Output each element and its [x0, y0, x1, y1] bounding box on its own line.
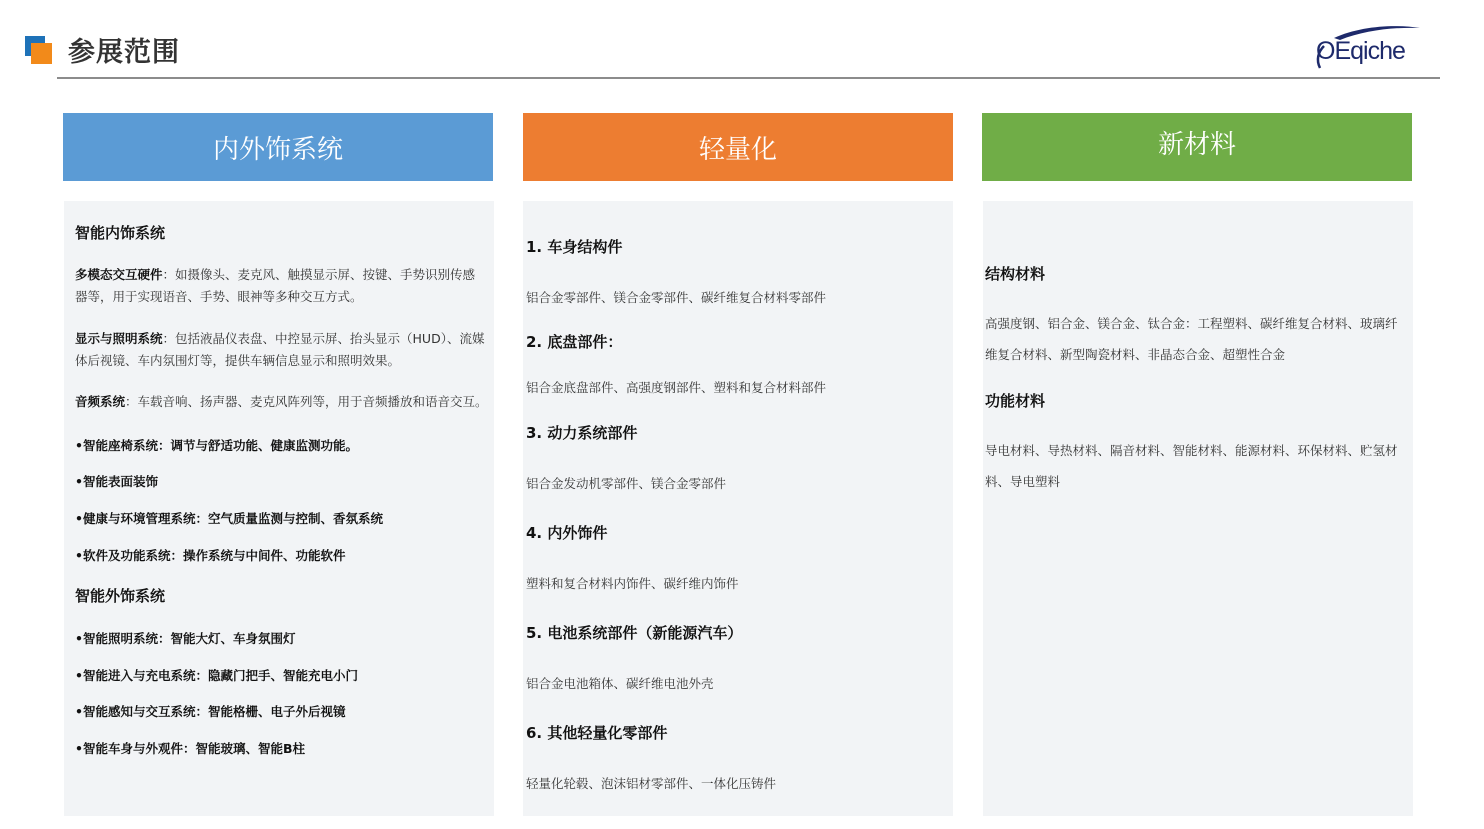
item-label: 音频系统 — [75, 394, 126, 409]
bullet-separator: ： — [170, 548, 184, 563]
lightweight-item-title: 1. 车身结构件 — [526, 238, 623, 256]
bullet-text: 调节与舒适功能、健康监测功能。 — [170, 438, 359, 453]
bullet-separator: ： — [195, 668, 209, 683]
bullet-separator: ： — [183, 741, 196, 756]
exterior-bullet-lighting — [75, 629, 296, 647]
page-title: 参展范围 — [68, 37, 180, 68]
bullet-label: •软件及功能系统 — [75, 548, 171, 563]
bullet-label: •智能车身与外观件 — [75, 741, 183, 756]
lightweight-item-title: 3. 动力系统部件 — [526, 424, 638, 442]
bullet-label: •健康与环境管理系统 — [75, 511, 196, 526]
column-header-new-materials: 新材料 — [982, 113, 1412, 181]
bullet-text: 隐藏门把手、智能充电小门 — [208, 668, 359, 683]
lightweight-item-text: 铝合金电池箱体、碳纤维电池外壳 — [526, 676, 714, 691]
interior-item-multimodal — [75, 264, 485, 308]
lightweight-item-text: 铝合金发动机零部件、镁合金零部件 — [526, 476, 727, 491]
interior-bullet-health-environment — [75, 509, 383, 527]
section-title-smart-exterior: 智能外饰系统 — [75, 587, 166, 605]
bullet-separator: ： — [195, 704, 209, 719]
title-marker-icon — [25, 36, 53, 64]
bullet-separator: ： — [158, 631, 171, 646]
item-label: 显示与照明系统 — [75, 331, 163, 346]
logo-text: OEqiche — [1316, 37, 1405, 65]
title-marker-orange-square — [31, 43, 52, 64]
item-text: 车载音响、扬声器、麦克风阵列等，用于音频播放和语音交互。 — [137, 394, 488, 409]
section-title-functional-materials: 功能材料 — [985, 392, 1046, 410]
column-body-lightweight — [523, 201, 953, 816]
lightweight-item-text: 塑料和复合材料内饰件、碳纤维内饰件 — [526, 576, 739, 591]
lightweight-item-text: 轻量化轮毂、泡沫铝材零部件、一体化压铸件 — [526, 776, 777, 791]
bullet-label: •智能表面装饰 — [75, 474, 158, 489]
lightweight-item-title: 6. 其他轻量化零部件 — [526, 724, 668, 742]
oeqiche-logo — [1310, 24, 1422, 74]
interior-bullet-smart-surface — [75, 472, 158, 490]
bullet-separator: ： — [158, 438, 171, 453]
lightweight-item-title: 5. 电池系统部件（新能源汽车） — [526, 624, 743, 642]
bullet-separator: ： — [195, 511, 209, 526]
functional-materials-text: 导电材料、导热材料、隔音材料、智能材料、能源材料、环保材料、贮氢材料、导电塑料 — [985, 443, 1398, 489]
interior-item-display-lighting — [75, 328, 485, 372]
item-text: 包括液晶仪表盘、中控显示屏、抬头显示（HUD）、流媒体后视镜、车内氛围灯等，提供车辆信息显示和照明效果。 — [75, 331, 485, 368]
item-separator: ： — [162, 331, 176, 346]
exterior-bullet-body-appearance — [75, 739, 305, 757]
section-title-smart-interior: 智能内饰系统 — [75, 224, 166, 242]
bullet-text: 空气质量监测与控制、香氛系统 — [208, 511, 384, 526]
lightweight-item-title: 4. 内外饰件 — [526, 524, 608, 542]
bullet-text: 操作系统与中间件、功能软件 — [183, 548, 346, 563]
interior-bullet-software — [75, 546, 346, 564]
structural-materials-text: 高强度钢、铝合金、镁合金、钛合金：工程塑料、碳纤维复合材料、玻璃纤维复合材料、新型陶瓷材料、非晶态合金、超塑性合金 — [985, 316, 1398, 362]
item-label: 多模态交互硬件 — [75, 267, 163, 282]
section-title-structural-materials: 结构材料 — [985, 265, 1046, 283]
bullet-label: •智能照明系统 — [75, 631, 158, 646]
bullet-label: •智能感知与交互系统 — [75, 704, 196, 719]
column-header-interior-exterior: 内外饰系统 — [63, 113, 493, 181]
title-divider — [57, 77, 1440, 79]
interior-bullet-smart-seat — [75, 436, 358, 454]
item-separator: ： — [125, 394, 138, 409]
lightweight-item-text: 铝合金底盘部件、高强度钢部件、塑料和复合材料部件 — [526, 380, 827, 395]
column-body-interior-exterior — [64, 201, 494, 816]
bullet-text: 智能大灯、车身氛围灯 — [170, 631, 296, 646]
exterior-bullet-entry-charging — [75, 666, 358, 684]
lightweight-item-text: 铝合金零部件、镁合金零部件、碳纤维复合材料零部件 — [526, 290, 827, 305]
item-separator: ： — [162, 267, 176, 282]
bullet-text: 智能格栅、电子外后视镜 — [208, 704, 346, 719]
lightweight-item-title: 2. 底盘部件： — [526, 333, 623, 351]
exterior-bullet-sensing — [75, 702, 346, 720]
bullet-label: •智能进入与充电系统 — [75, 668, 196, 683]
column-body-new-materials — [983, 201, 1413, 816]
bullet-text: 智能玻璃、智能B柱 — [195, 741, 306, 756]
interior-item-audio — [75, 391, 495, 413]
item-text: 如摄像头、麦克风、触摸显示屏、按键、手势识别传感器等，用于实现语音、手势、眼神等多种交互方式。 — [75, 267, 476, 304]
bullet-label: •智能座椅系统 — [75, 438, 158, 453]
column-header-lightweight: 轻量化 — [523, 113, 953, 181]
